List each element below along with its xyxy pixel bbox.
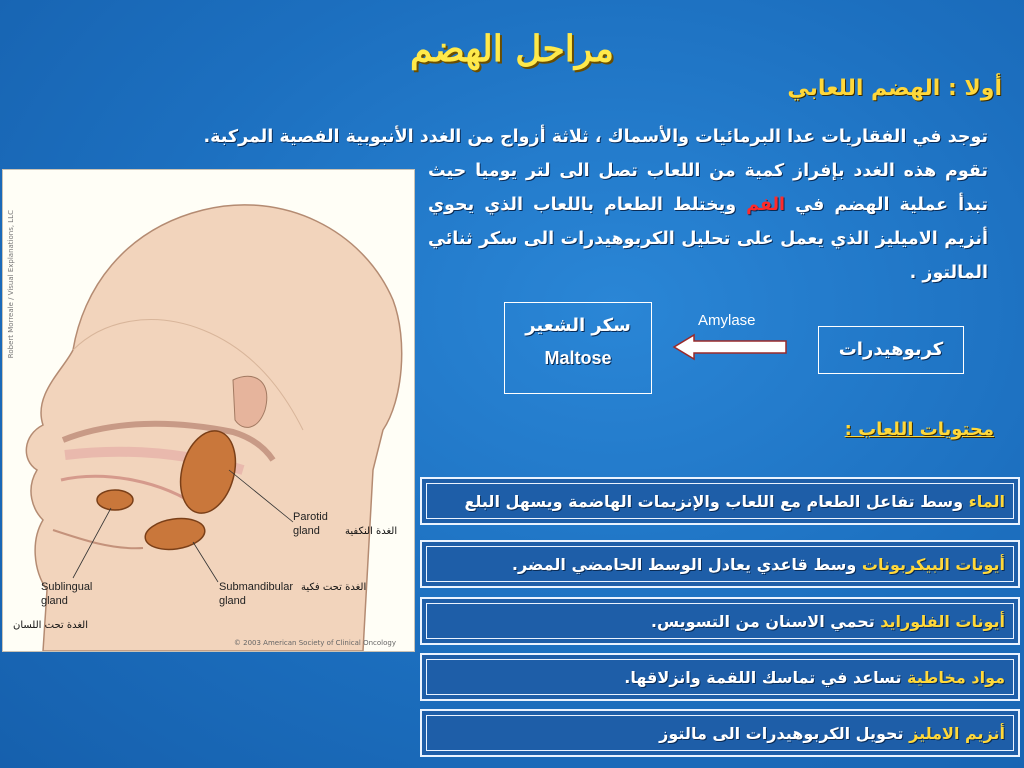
content-key: أيونات الفلورايد <box>880 612 1005 631</box>
content-row-amylase <box>420 709 1020 757</box>
intro-line: توجد في الفقاريات عدا البرمائيات والأسماك ، ثلاثة أزواج من الغدد الأنبوبية الفصية المركبة. <box>203 127 988 147</box>
mouth-highlight: الفم <box>746 195 786 215</box>
maltose-box <box>504 302 652 394</box>
section-subtitle: أولا : الهضم اللعابي <box>787 76 1002 101</box>
illustrator-credit: Robert Morreale / Visual Explanations, LLC <box>7 210 15 359</box>
content-text: وسط تفاعل الطعام مع اللعاب والإنزيمات الهاضمة ويسهل البلع <box>464 492 969 511</box>
submandibular-label: Submandibular gland <box>219 581 293 607</box>
content-key: مواد مخاطية <box>907 668 1005 687</box>
head-illustration <box>3 170 414 651</box>
reaction-arrow-icon <box>672 333 790 361</box>
content-text: وسط قاعدي يعادل الوسط الحامضي المضر. <box>511 555 862 574</box>
submandibular-label-ar: الغدة تحت فكية <box>301 582 367 593</box>
intro-part-b: ويختلط الطعام باللعاب الذي يحوي أنزيم الاميليز الذي يعمل على تحليل الكربوهيدرات الى سكر ثنائي المالتوز . <box>428 195 988 283</box>
parotid-label-ar: الغدة النكفية <box>345 526 398 537</box>
slide-title: مراحل الهضم <box>410 28 614 70</box>
content-text: تحمي الاسنان من التسويس. <box>650 612 881 631</box>
saliva-contents-heading: محتويات اللعاب : <box>844 419 994 440</box>
content-row-water <box>420 477 1020 525</box>
carbohydrates-box: كربوهيدرات <box>818 326 964 374</box>
salivary-glands-figure <box>3 170 414 651</box>
content-row-mucus <box>420 653 1020 701</box>
sublingual-label-ar: الغدة تحت اللسان <box>13 620 88 631</box>
content-key: أيونات البيكربونات <box>861 555 1005 574</box>
intro-paragraph <box>428 154 988 290</box>
content-key: أنزيم الامليز <box>909 724 1005 743</box>
sublingual-label: Sublingual gland <box>41 581 93 607</box>
enzyme-label: Amylase <box>698 312 756 329</box>
maltose-label-en: Maltose <box>544 348 612 368</box>
content-text: تساعد في تماسك اللقمة وانزلاقها. <box>624 668 908 687</box>
parotid-label: Parotid gland <box>293 511 328 537</box>
figure-copyright: © 2003 American Society of Clinical Oncology <box>233 639 396 647</box>
intro-part-a: تقوم هذه الغدد بإفراز كمية من اللعاب تصل الى لتر يوميا حيث تبدأ عملية الهضم في <box>428 161 989 215</box>
content-key: الماء <box>968 492 1005 511</box>
maltose-label-ar: سكر الشعير <box>525 315 631 336</box>
content-row-fluoride <box>420 597 1020 645</box>
content-text: تحويل الكربوهيدرات الى مالتوز <box>659 724 910 743</box>
content-row-bicarbonate <box>420 540 1020 588</box>
